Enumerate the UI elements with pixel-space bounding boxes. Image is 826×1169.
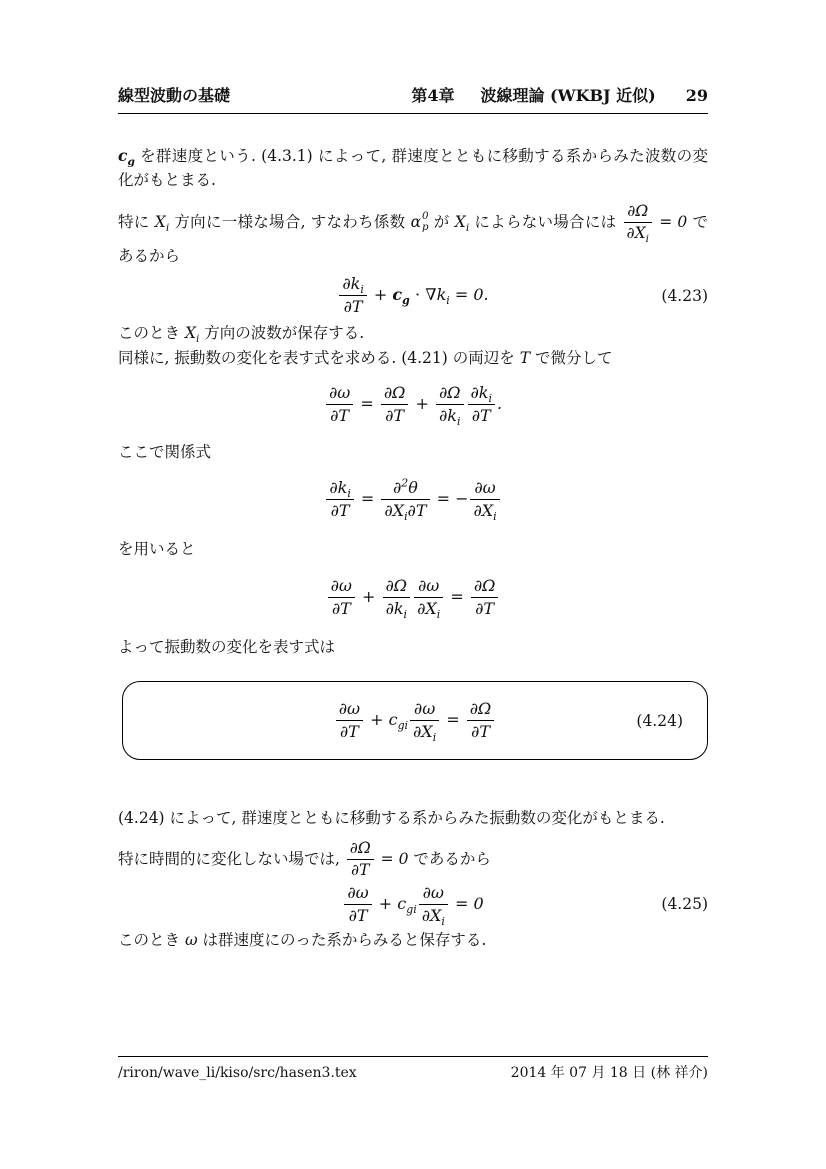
page-footer [118,1056,708,1082]
equation-4-25 [118,883,708,926]
header-right-group [411,86,708,107]
equation-relation [118,477,708,524]
paragraph-time-independent: 特に時間的に変化しない場では, $\frac{\partial\Omega}{\partial T}$ = 0 であるから [118,838,491,880]
chapter-label: 第4章 [411,86,455,105]
equation-4-23 [118,274,708,317]
running-title: 線型波動の基礎 [118,86,231,105]
equation-number-4-24: (4.24) [636,711,683,730]
chapter-title: 波線理論 (WKBJ 近似) [480,86,656,105]
equation-omega-differentiated [118,382,708,429]
equation-4-23-math: $\frac{\partial k_i}{\partial T}$ + $c_g \cdot \nabla k_i = 0$. [337,274,488,317]
paragraph-similarly: 同様に, 振動数の変化を表す式を求める. (4.21) の両辺を T で微分して [118,349,613,368]
equation-4-24 [141,699,689,745]
paragraph-wavenumber-conserved: このとき $X_i$ 方向の波数が保存する. [118,324,365,346]
equation-combined-math: $\frac{\partial\omega}{\partial T}$ + $\frac{\partial\Omega}{\partial k_i}$ $\frac{\partial\omega}{\partial X_i}$ = $\frac{\partial\Omega}{\partial T}$ [326,576,501,619]
page-number: 29 [685,86,708,105]
paragraph-group-velocity: $c_g$ を群速度という. (4.3.1) によって, 群速度とともに移動する系からみた波数の変化がもとまる. [118,145,708,190]
paragraph-therefore: よって振動数の変化を表す式は [118,637,336,656]
page-header [118,86,708,114]
paragraph-here-relation: ここで関係式 [118,442,212,461]
equation-combined [118,575,708,622]
source-file-path: /riron/wave_li/kiso/src/hasen3.tex [118,1065,357,1081]
paragraph-using: を用いると [118,540,196,559]
equation-relation-math: $\frac{\partial k_i}{\partial T}$ = $\frac{\partial^2\theta}{\partial X_i\partial T}$ = − $\frac{\partial\omega}{\partial X_i}$ [324,478,501,521]
paragraph-omega-conserved: このとき ω は群速度にのった系からみると保存する. [118,930,487,949]
date-author: 2014 年 07 月 18 日 (林 祥介) [510,1065,708,1081]
boxed-equation-4-24 [122,681,708,760]
equation-number-4-23: (4.23) [661,286,708,305]
paragraph-424-result: (4.24) によって, 群速度とともに移動する系からみた振動数の変化がもとまる. [118,809,665,828]
equation-number-4-25: (4.25) [661,895,708,914]
equation-4-24-math: $\frac{\partial\omega}{\partial T}$ + $c_{gi}$ $\frac{\partial\omega}{\partial X_i}$ = $\frac{\partial\Omega}{\partial T}$ [334,699,497,742]
equation-omega-differentiated-math: $\frac{\partial\omega}{\partial T}$ = $\frac{\partial\Omega}{\partial T}$ + $\frac{\partial\Omega}{\partial k_i}$ $\frac{\partial k_i}{\partial T}$ . [324,383,502,426]
paragraph-uniform-case: 特に $X_i$ 方向に一様な場合, すなわち係数 α 0 p が $X_i$ によらない場合には $\frac{\partial\Omega}{\partial X_i}$ = 0 であるから [118,201,708,265]
equation-4-25-math: $\frac{\partial\omega}{\partial T}$ + $c_{gi}$ $\frac{\partial\omega}{\partial X_i}$ = 0 [342,883,483,926]
